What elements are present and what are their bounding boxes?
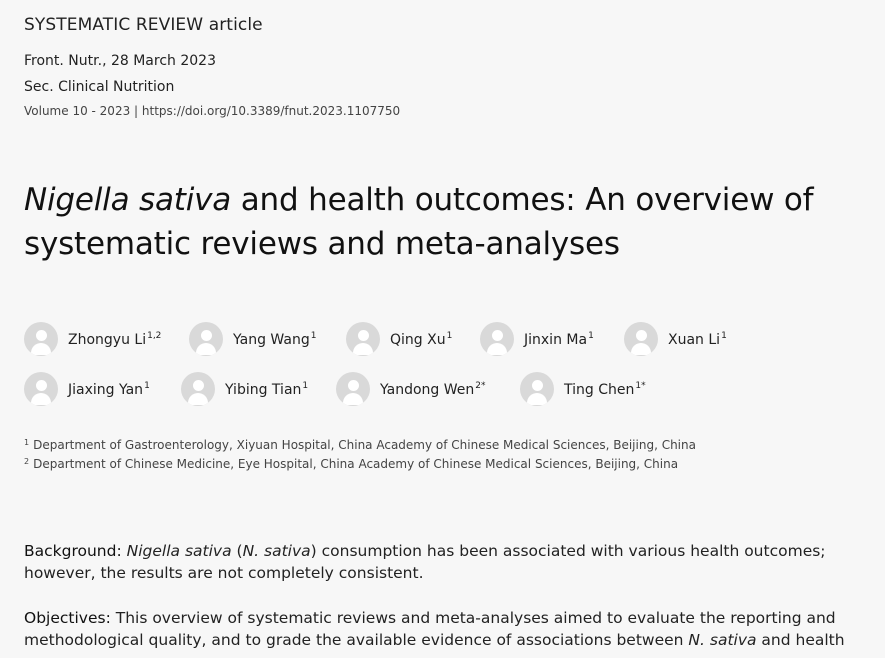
author-name: Ting Chen$^{1*}$ — [564, 380, 646, 398]
author-name: Qing Xu$^1$ — [390, 330, 453, 348]
avatar-icon — [189, 322, 223, 356]
section-link[interactable]: Sec. Clinical Nutrition — [24, 79, 175, 95]
journal-date: Front. Nutr., 28 March 2023 — [24, 53, 216, 69]
avatar-icon — [346, 322, 380, 356]
title-line1: and health outcomes: An overview of — [231, 182, 814, 218]
abstract-objectives: Objectives: This overview of systematic reviews and meta-analyses aimed to evaluate the reporting and methodological quality, and to grade the available evidence of associations between N. sativa and health — [24, 609, 845, 649]
author-ting-chen[interactable] — [520, 371, 646, 407]
volume-doi — [24, 104, 400, 118]
author-zhongyu-li[interactable] — [24, 321, 161, 357]
avatar-icon — [624, 322, 658, 356]
avatar-icon — [336, 372, 370, 406]
title-line2: systematic reviews and meta-analyses — [24, 226, 620, 262]
author-name: Yibing Tian$^1$ — [225, 380, 309, 398]
author-name: Jiaxing Yan$^1$ — [68, 380, 150, 398]
affiliation-1: $^1$ Department of Gastroenterology, Xiyuan Hospital, China Academy of Chinese Medical Sciences, Beijing, China — [24, 438, 696, 452]
author-jinxin-ma[interactable] — [480, 321, 594, 357]
author-qing-xu[interactable] — [346, 321, 452, 357]
author-name: Yandong Wen$^{2*}$ — [380, 380, 486, 398]
author-yandong-wen[interactable] — [336, 371, 485, 407]
author-name: Jinxin Ma$^1$ — [524, 330, 594, 348]
author-xuan-li[interactable] — [624, 321, 727, 357]
title-italic: Nigella sativa — [24, 182, 232, 218]
avatar-icon — [480, 322, 514, 356]
background-label: Background: — [24, 542, 122, 560]
volume-label: Volume 10 - 2023 | — [24, 104, 142, 118]
author-name: Zhongyu Li$^{1,2}$ — [68, 330, 162, 348]
abstract-background: Background: Nigella sativa (N. sativa) consumption has been associated with various health outcomes; however, the results are not completely consistent. — [24, 542, 826, 582]
doi-link[interactable]: https://doi.org/10.3389/fnut.2023.1107750 — [141, 104, 401, 118]
author-name: Yang Wang$^1$ — [233, 330, 317, 348]
article-type: SYSTEMATIC REVIEW article — [24, 15, 263, 35]
objectives-label: Objectives: — [24, 609, 111, 627]
page-title — [24, 178, 874, 266]
avatar-icon — [24, 372, 58, 406]
author-yang-wang[interactable] — [189, 321, 316, 357]
affiliation-2: $^2$ Department of Chinese Medicine, Eye Hospital, China Academy of Chinese Medical Sciences, Beijing, China — [24, 457, 679, 471]
avatar-icon — [520, 372, 554, 406]
author-jiaxing-yan[interactable] — [24, 371, 150, 407]
avatar-icon — [24, 322, 58, 356]
avatar-icon — [181, 372, 215, 406]
author-name: Xuan Li$^1$ — [668, 330, 727, 348]
author-yibing-tian[interactable] — [181, 371, 308, 407]
